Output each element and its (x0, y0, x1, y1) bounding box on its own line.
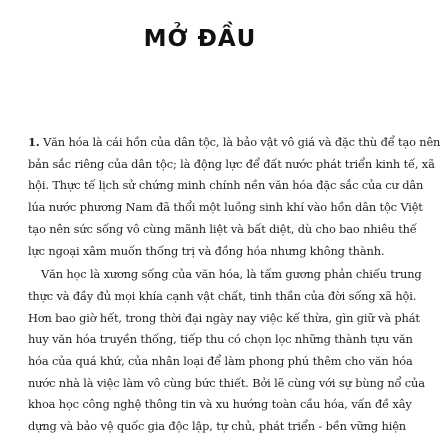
text-line: bản sắc riêng của dân tộc; là động lực để đất nước phát triển kinh tế, xã (28, 156, 435, 171)
text-line: tạo nên sức sống vô cùng mãnh liệt và bất diệt, dù cho bao nhiêu thế (28, 221, 417, 236)
text-line: dựng và bảo vệ quốc gia độc lập, tự chủ, phát triển - bền vững hiện (28, 419, 406, 434)
paragraph-number: 1. (28, 135, 40, 149)
text-line: lúa nước phương Nam đã thổi một luồng sinh khí vào hồn dân tộc Việt (28, 200, 423, 215)
text-line (28, 132, 440, 154)
text-line: Văn học là xương sống của văn hóa, là tấm gương phản chiếu trung (41, 267, 422, 282)
text-line: hóa của quá khứ, của nhân loại để làm phong phú thêm cho văn hóa (28, 354, 413, 369)
chapter-heading: MỞ ĐẦU (143, 26, 257, 52)
text-line: lực ngoại xâm muốn thống trị và đồng hóa nhưng không thành. (28, 243, 385, 258)
text-line: huy văn hóa truyền thống, tiếp thu có chọn lọc những thành tựu văn (28, 332, 413, 347)
body-text (28, 132, 440, 438)
text-line: hội. Thực tế lịch sử chứng minh chính nền văn hóa đặc sắc của cư dân (28, 178, 424, 193)
paragraph-2 (28, 264, 425, 438)
text-line: khoa học công nghệ thông tin và xu hướng toàn cầu hóa, vấn đề xây (28, 397, 412, 412)
text-line: thực và đầy đủ mọi khía cạnh vật chất, tinh thần của đời sống xã hội. (28, 288, 417, 303)
text-line-content: Văn hóa là cái hồn của dân tộc, là bảo vật vô giá và đặc thù để tạo nên (39, 135, 440, 149)
text-line: nước nhà là việc làm vô cùng bức thiết. Bởi lẽ cùng với sự bùng nổ của (28, 375, 425, 390)
text-line: Hơn bao giờ hết, trong thời đại ngày nay việc kế thừa, gìn giữ và phát (28, 310, 420, 325)
paragraph-1 (28, 132, 440, 262)
